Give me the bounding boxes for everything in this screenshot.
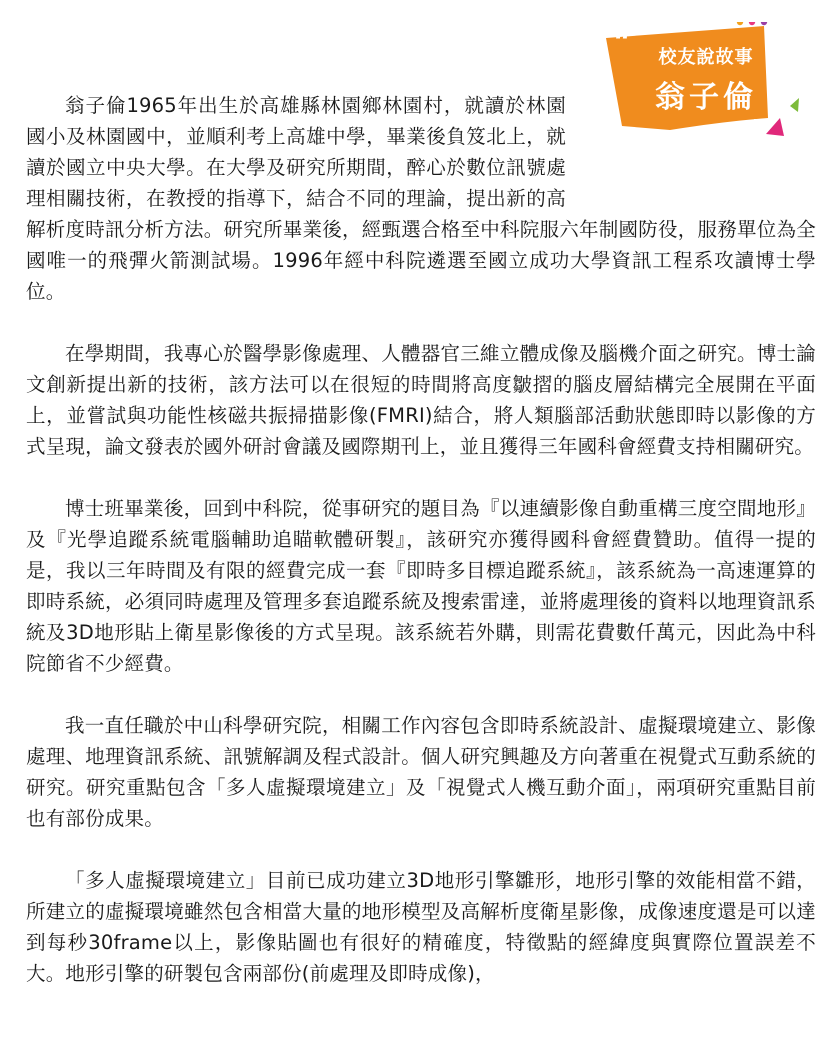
badge-space xyxy=(566,90,816,184)
badge-dot-orange xyxy=(737,22,743,25)
paragraph-5: 「多人虛擬環境建立」目前已成功建立3D地形引擎雛形，地形引擎的效能相當不錯，所建立的虛擬環境雖然包含相當大量的地形模型及高解析度衛星影像，成像速度還是可以達到每秒30frame以上，影像貼圖也有很好的精確度，特徵點的經緯度與實際位置誤差不大。地形引擎的研製包含兩部份(前處理及即時成像)， xyxy=(26,869,816,985)
badge-dot-purple xyxy=(761,22,767,25)
open-quote-mark: “ xyxy=(614,25,632,60)
paragraph-2: 在學期間，我專心於醫學影像處理、人體器官三維立體成像及腦機介面之研究。博士論文創新提出新的技術，該方法可以在很短的時間將高度皺摺的腦皮層結構完全展開在平面上，並嘗試與功能性核磁共振掃描影像(FMRI)結合，將人類腦部活動狀態即時以影像的方式呈現，論文發表於國外研討會議及國際期刊上，並且獲得三年國科會經費支持相關研究。 xyxy=(26,342,816,458)
paragraph-3: 博士班畢業後，回到中科院，從事研究的題目為『以連續影像自動重構三度空間地形』及『光學追蹤系統電腦輔助追瞄軟體研製』，該研究亦獲得國科會經費贊助。值得一提的是，我以三年時間及有限的經費完成一套『即時多目標追蹤系統』，該系統為一高速運算的即時系統，必須同時處理及管理多套追蹤系統及搜索雷達，並將處理後的資料以地理資訊系統及3D地形貼上衛星影像後的方式呈現。該系統若外購，則需花費數仟萬元，因此為中科院節省不少經費。 xyxy=(26,497,816,675)
badge-dot-pink xyxy=(749,22,755,25)
paragraph-1: 翁子倫1965年出生於高雄縣林園鄉林園村，就讀於林園國小及林園國中，並順利考上高雄中學，畢業後負笈北上，就讀於國立中央大學。在大學及研究所期間，醉心於數位訊號處理相關技術，在教授的指導下，結合不同的理論，提出新的高解析度時訊分析方法。研究所畢業後，經甄選合格至中科院服六年制國防役，服務單位為全國唯一的飛彈火箭測試場。1996年經中科院遴選至國立成功大學資訊工程系攻讀博士學位。 xyxy=(26,94,816,303)
paragraph-4: 我一直任職於中山科學研究院，相關工作內容包含即時系統設計、虛擬環境建立、影像處理、地理資訊系統、訊號解調及程式設計。個人研究興趣及方向著重在視覺式互動系統的研究。研究重點包含「多人虛擬環境建立」及「視覺式人機互動介面」，兩項研究重點目前也有部份成果。 xyxy=(26,714,816,830)
badge-title: 校友說故事 xyxy=(658,47,754,68)
badge-name: 翁子倫 xyxy=(655,80,757,115)
close-quote-mark: ” xyxy=(750,114,768,149)
article-body xyxy=(26,90,816,989)
